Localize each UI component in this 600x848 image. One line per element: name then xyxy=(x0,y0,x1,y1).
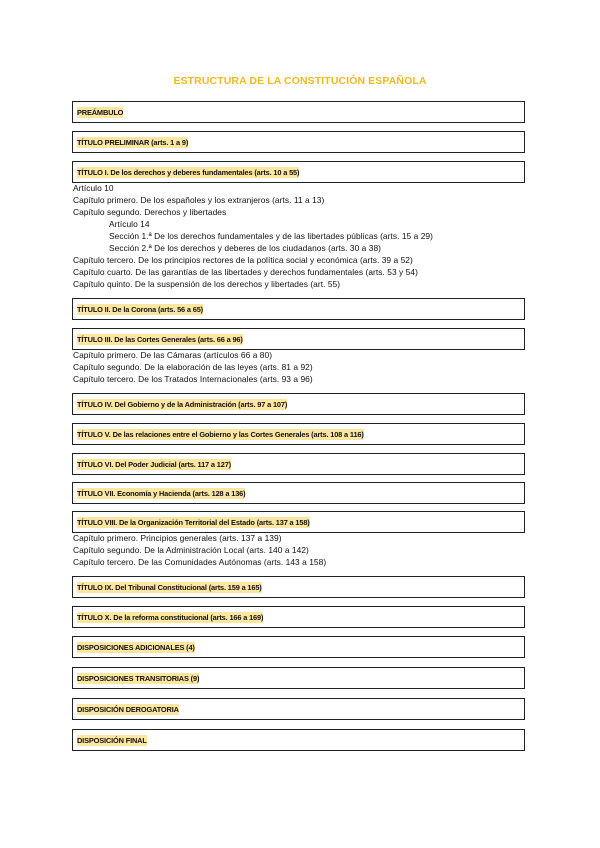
section-box-titulo-7 xyxy=(72,482,525,504)
section-label: DISPOSICIONES ADICIONALES (4) xyxy=(77,642,195,652)
section-label: TÍTULO X. De la reforma constitucional (arts. 166 a 169) xyxy=(77,612,264,622)
section-box-titulo-2 xyxy=(72,298,525,320)
list-item: Capítulo segundo. Derechos y libertades xyxy=(73,207,227,217)
section-box-titulo-1 xyxy=(72,161,525,183)
section-label: TÍTULO VIII. De la Organización Territorial del Estado (arts. 137 a 158) xyxy=(77,517,310,527)
section-label: TÍTULO I. De los derechos y deberes fundamentales (arts. 10 a 55) xyxy=(77,167,300,177)
section-box-disposicion-derogatoria xyxy=(72,698,525,720)
list-item: Capítulo segundo. De la elaboración de las leyes (arts. 81 a 92) xyxy=(73,362,313,372)
section-label: TÍTULO VI. Del Poder Judicial (arts. 117 a 127) xyxy=(77,459,231,469)
list-item: Sección 2.ª De los derechos y deberes de los ciudadanos (arts. 30 a 38) xyxy=(109,243,382,253)
list-item: Capítulo quinto. De la suspensión de los derechos y libertades (art. 55) xyxy=(73,279,341,289)
list-item: Artículo 14 xyxy=(109,219,150,229)
section-box-disposicion-final xyxy=(72,729,525,751)
list-item: Capítulo cuarto. De las garantías de las libertades y derechos fundamentales (arts. 53 y 54) xyxy=(73,267,418,277)
section-box-preambulo xyxy=(72,101,525,123)
section-label: DISPOSICIONES TRANSITORIAS (9) xyxy=(77,673,200,683)
section-label: TÍTULO II. De la Corona (arts. 56 a 65) xyxy=(77,304,203,314)
section-box-titulo-6 xyxy=(72,453,525,475)
section-label: TÍTULO IX. Del Tribunal Constitucional (arts. 159 a 165) xyxy=(77,582,262,592)
section-label: TÍTULO IV. Del Gobierno y de la Administración (arts. 97 a 107) xyxy=(77,399,288,409)
section-label: TÍTULO V. De las relaciones entre el Gobierno y las Cortes Generales (arts. 108 a 116) xyxy=(77,429,364,439)
section-box-titulo-10 xyxy=(72,606,525,628)
section-label: TÍTULO III. De las Cortes Generales (arts. 66 a 96) xyxy=(77,334,243,344)
section-label: TÍTULO PRELIMINAR (arts. 1 a 9) xyxy=(77,137,189,147)
list-item: Capítulo primero. De los españoles y los extranjeros (arts. 11 a 13) xyxy=(73,195,325,205)
list-item: Capítulo segundo. De la Administración Local (arts. 140 a 142) xyxy=(73,545,309,555)
section-label: PREÁMBULO xyxy=(77,107,124,117)
section-box-titulo-preliminar xyxy=(72,131,525,153)
section-box-disposiciones-adicionales xyxy=(72,636,525,658)
section-box-titulo-4 xyxy=(72,393,525,415)
list-item: Capítulo primero. De las Cámaras (artículos 66 a 80) xyxy=(73,350,273,360)
section-label: DISPOSICIÓN DEROGATORIA xyxy=(77,704,179,714)
list-item: Sección 1.ª De los derechos fundamentales y de las libertades públicas (arts. 15 a 29) xyxy=(109,231,433,241)
section-box-titulo-9 xyxy=(72,576,525,598)
section-box-titulo-8 xyxy=(72,511,525,533)
section-label: DISPOSICIÓN FINAL xyxy=(77,735,147,745)
section-label: TÍTULO VII. Economía y Hacienda (arts. 128 a 136) xyxy=(77,488,246,498)
section-box-titulo-5 xyxy=(72,423,525,445)
list-item: Capítulo primero. Principios generales (arts. 137 a 139) xyxy=(73,533,282,543)
list-item: Capítulo tercero. De los principios rectores de la política social y económica (arts. 39 a 52) xyxy=(73,255,413,265)
document-title: ESTRUCTURA DE LA CONSTITUCIÓN ESPAÑOLA xyxy=(173,75,427,87)
section-box-titulo-3 xyxy=(72,328,525,350)
list-item: Capítulo tercero. De las Comunidades Autónomas (arts. 143 a 158) xyxy=(73,557,327,567)
section-box-disposiciones-transitorias xyxy=(72,667,525,689)
list-item: Capítulo tercero. De los Tratados Internacionales (arts. 93 a 96) xyxy=(73,374,313,384)
list-item: Artículo 10 xyxy=(73,183,114,193)
